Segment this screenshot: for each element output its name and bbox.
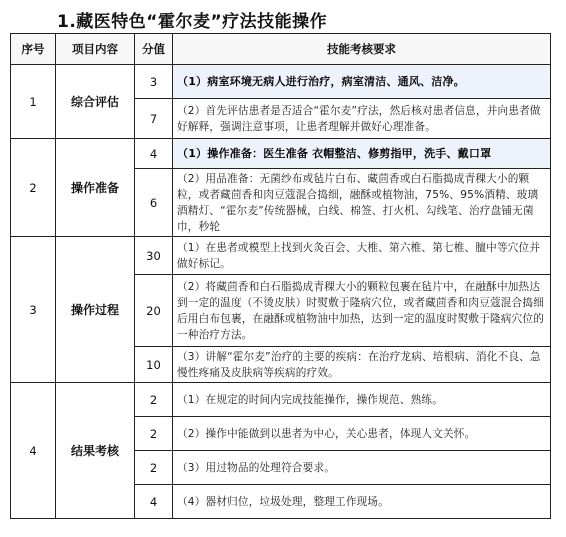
section-number: 3 [11,237,56,383]
header-requirement: 技能考核要求 [173,34,551,65]
section-number: 1 [11,65,56,139]
document-title: 1.藏医特色“霍尔麦”疗法技能操作 [57,12,328,32]
section-item: 综合评估 [56,65,135,139]
table-row [11,383,551,417]
row-score: 30 [135,237,173,275]
row-requirement: （1）在规定的时间内完成技能操作，操作规范、熟练。 [173,383,551,417]
header-score: 分值 [135,34,173,65]
row-requirement: （1）在患者或模型上找到火灸百会、大椎、第六椎、第七椎、膻中等穴位并做好标记。 [173,237,551,275]
row-requirement: （1）操作准备：医生准备 衣帽整洁、修剪指甲，洗手、戴口罩 [173,139,551,169]
table-row [11,237,551,275]
row-requirement: （2）将藏茴香和白石脂捣成青稞大小的颗粒包裹在毡片中，在融酥中加热达到一定的温度（不烫皮肤）时熨敷于隆病穴位，或者藏茴香和肉豆蔻混合捣细后用白布包裹，在融酥或植物油中加热，达到一定的温度时熨敷于隆病穴位的一种治疗方法。 [173,275,551,347]
skill-assessment-table [10,33,551,519]
section-number: 2 [11,139,56,237]
row-score: 4 [135,485,173,519]
row-requirement: （2）用品准备：无菌纱布或毡片白布、藏茴香或白石脂捣成青稞大小的颗粒，或者藏茴香和肉豆蔻混合捣细，融酥或植物油，75%、95%酒精、玻璃酒精灯、“霍尔麦”传统器械，白线、棉签、打火机、勾线笔、治疗盘铺无菌巾，秒轮 [173,169,551,237]
row-score: 2 [135,383,173,417]
table-row [11,65,551,99]
row-score: 10 [135,347,173,383]
row-requirement: （2）首先评估患者是否适合“霍尔麦”疗法，然后核对患者信息，并向患者做好解释，强调注意事项，让患者理解并做好心理准备。 [173,99,551,139]
row-score: 6 [135,169,173,237]
header-item: 项目内容 [56,34,135,65]
row-score: 7 [135,99,173,139]
row-requirement: （1）病室环境无病人进行治疗，病室清洁、通风、洁净。 [173,65,551,99]
row-score: 2 [135,417,173,451]
header-seq: 序号 [11,34,56,65]
table-row [11,139,551,169]
row-score: 4 [135,139,173,169]
row-requirement: （2）操作中能做到以患者为中心，关心患者，体现人文关怀。 [173,417,551,451]
section-item: 操作过程 [56,237,135,383]
row-score: 20 [135,275,173,347]
row-requirement: （3）用过物品的处理符合要求。 [173,451,551,485]
section-item: 操作准备 [56,139,135,237]
row-requirement: （3）讲解“霍尔麦”治疗的主要的疾病：在治疗龙病、培根病、消化不良、急慢性疼痛及皮肤病等疾病的疗效。 [173,347,551,383]
table-header-row [11,34,551,65]
row-score: 2 [135,451,173,485]
row-requirement: （4）器材归位，垃圾处理，整理工作现场。 [173,485,551,519]
section-number: 4 [11,383,56,519]
row-score: 3 [135,65,173,99]
section-item: 结果考核 [56,383,135,519]
